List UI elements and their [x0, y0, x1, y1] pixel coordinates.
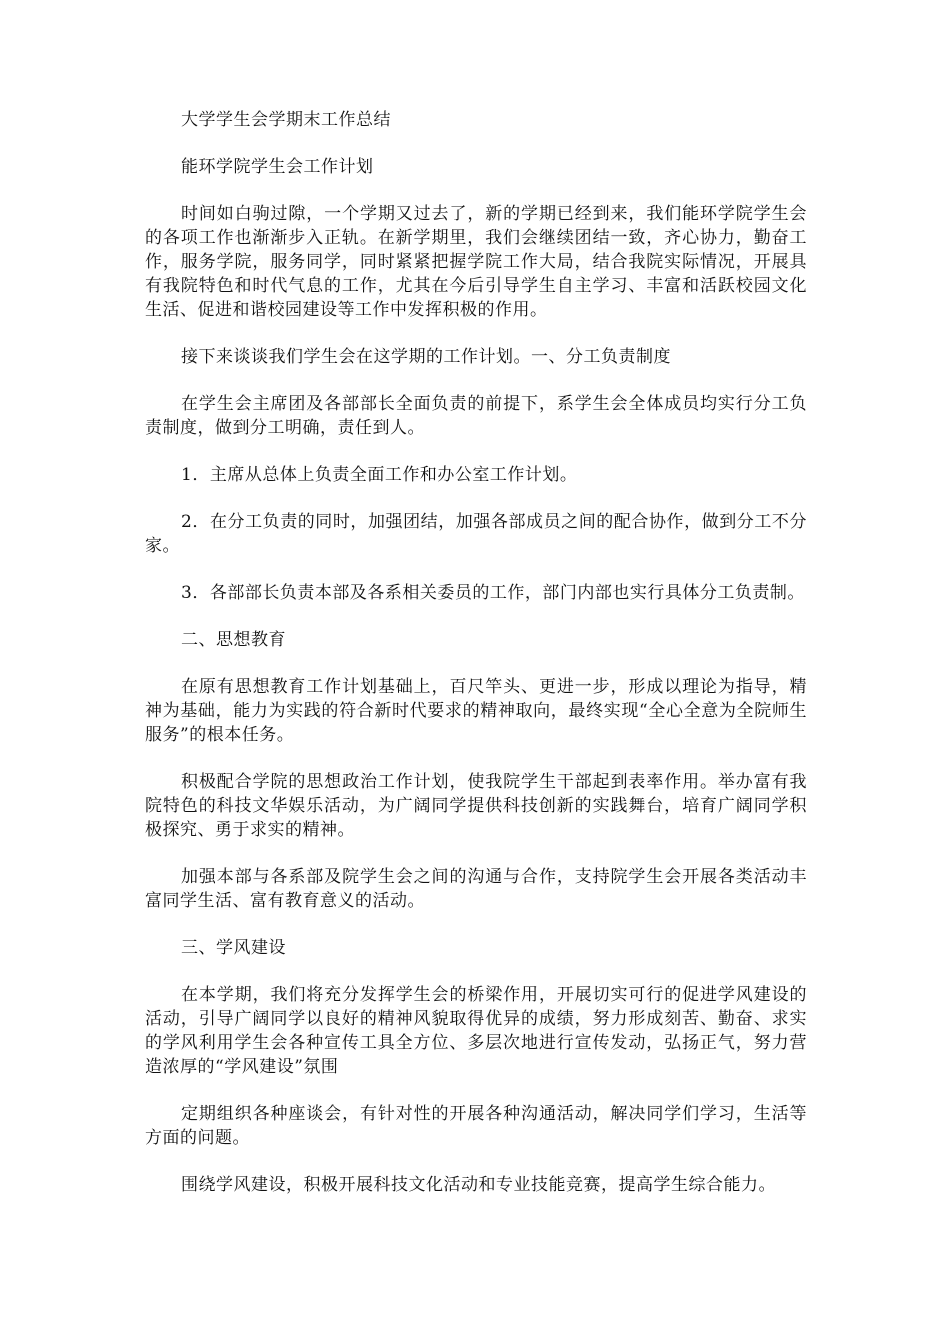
list-item: 1．主席从总体上负责全面工作和办公室工作计划。 [181, 465, 578, 485]
body-paragraph: 积极配合学院的思想政治工作计划，使我院学生干部起到表率作用。举办富有我院特色的科技文华娱乐活动，为广阔同学提供科技创新的实践舞台，培育广阔同学积极探究、勇于求实的精神。 [145, 772, 807, 840]
body-paragraph: 在学生会主席团及各部部长全面负责的前提下，系学生会全体成员均实行分工负责制度，做到分工明确，责任到人。 [145, 394, 807, 438]
section-heading: 三、学风建设 [181, 938, 286, 958]
body-paragraph: 加强本部与各系部及院学生会之间的沟通与合作，支持院学生会开展各类活动丰富同学生活、富有教育意义的活动。 [145, 867, 807, 911]
body-paragraph: 围绕学风建设，积极开展科技文化活动和专业技能竞赛，提高学生综合能力。 [181, 1175, 776, 1195]
body-paragraph: 时间如白驹过隙，一个学期又过去了，新的学期已经到来，我们能环学院学生会的各项工作也渐渐步入正轨。在新学期里，我们会继续团结一致，齐心协力，勤奋工作，服务学院，服务同学，同时紧紧把握学院工作大局，结合我院实际情况，开展具有我院特色和时代气息的工作，尤其在今后引导学生自主学习、丰富和活跃校园文化生活、促进和谐校园建设等工作中发挥积极的作用。 [145, 204, 807, 320]
body-paragraph: 在本学期，我们将充分发挥学生会的桥梁作用，开展切实可行的促进学风建设的活动，引导广阔同学以良好的精神风貌取得优异的成绩，努力形成刻苦、勤奋、求实的学风利用学生会各种宣传工具全方位、多层次地进行宣传发动，弘扬正气，努力营造浓厚的“学风建设”氛围 [145, 985, 807, 1077]
section-heading: 二、思想教育 [181, 630, 286, 650]
document-title: 大学学生会学期末工作总结 [181, 110, 391, 130]
list-item: 2．在分工负责的同时，加强团结，加强各部成员之间的配合协作，做到分工不分家。 [145, 512, 807, 556]
body-paragraph: 在原有思想教育工作计划基础上，百尺竿头、更进一步，形成以理论为指导，精神为基础，能力为实践的符合新时代要求的精神取向，最终实现“全心全意为全院师生服务”的根本任务。 [145, 677, 807, 745]
body-paragraph: 定期组织各种座谈会，有针对性的开展各种沟通活动，解决同学们学习，生活等方面的问题。 [145, 1104, 807, 1148]
body-paragraph: 接下来谈谈我们学生会在这学期的工作计划。一、分工负责制度 [181, 347, 671, 367]
section-title: 能环学院学生会工作计划 [181, 157, 374, 177]
list-item: 3．各部部长负责本部及各系相关委员的工作，部门内部也实行具体分工负责制。 [181, 583, 805, 603]
document-page [145, 108, 807, 1220]
